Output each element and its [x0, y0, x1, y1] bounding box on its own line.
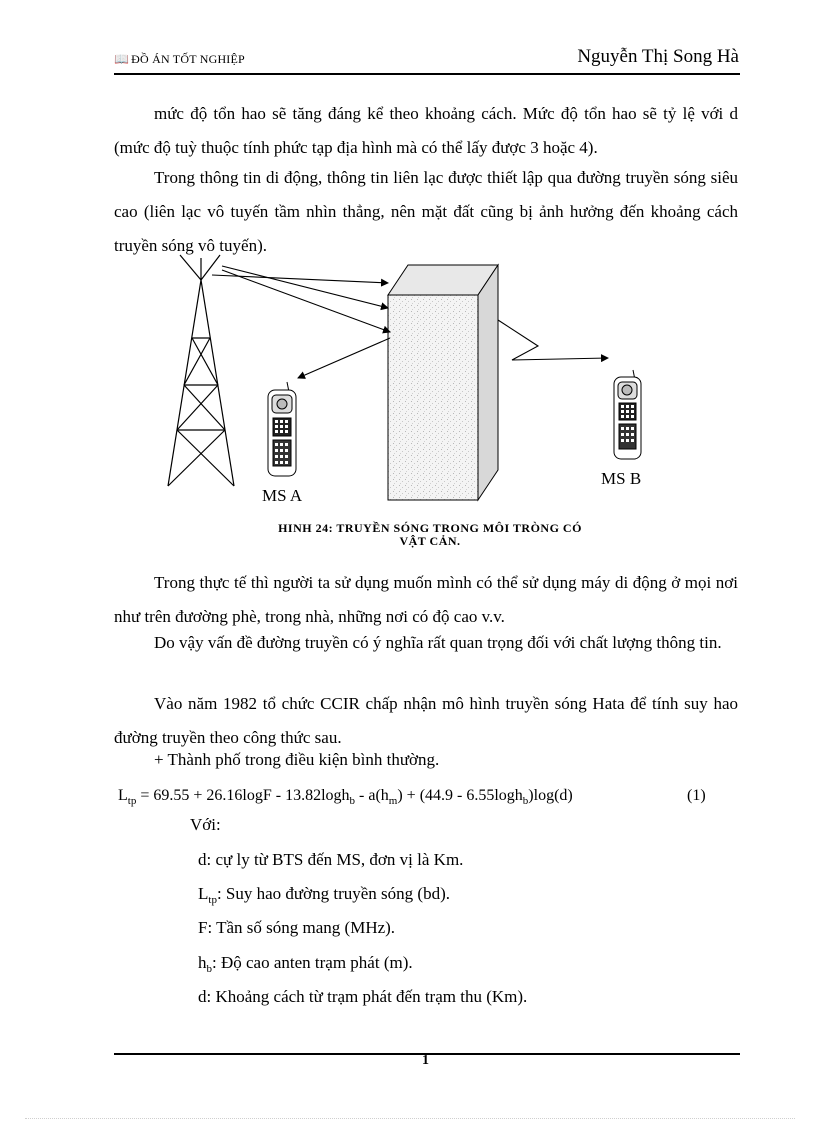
caption-line-1: HINH 24: TRUYỀN SÓNG TRONG MÔI TRÒNG CÓ [278, 521, 582, 535]
paragraph-4: Do vậy vấn đề đường truyền có ý nghĩa rất quan trọng đối với chất lượng thông tin. [154, 633, 722, 652]
paragraph-2: Trong thông tin di động, thông tin liên lạc được thiết lập qua đường truyền sóng siêu cao (liên lạc vô tuyến tầm nhìn thẳng, nên mặt đất cũng bị ảnh hưởng đến khoảng cách truyền sóng vô tuyến). [114, 168, 738, 255]
label-ms-a: MS A [262, 486, 303, 505]
formula-number: (1) [687, 787, 706, 804]
paragraph-3: Trong thực tế thì người ta sử dụng muốn mình có thể sử dụng máy di động ở mọi nơi như trên đươờng phè, trong nhà, những nơi có độ cao v.v. [114, 573, 738, 626]
label-ms-b: MS B [601, 469, 642, 488]
page-number: 1 [422, 1053, 429, 1068]
formula-intro: + Thành phố trong điều kiện bình thường. [154, 750, 440, 769]
definition-f: F: Tần số sóng mang (MHz). [198, 918, 396, 937]
figure-caption [200, 522, 660, 548]
header-left-text: ĐỒ ÁN TỐT NGHIỆP [131, 52, 245, 66]
hata-formula: $L_{tp} = 69.55 + 26.16\log F - 13.82\log h_b - a(h_m) + (44.9 - 6.55\log h_b)\log(d)$ [118, 787, 573, 807]
paragraph-1: mức độ tổn hao sẽ tăng đáng kể theo khoảng cách. Mức độ tổn hao sẽ tỷ lệ với d (mức độ tuỳ thuộc tính phức tạp địa hình mà có thể lấy được 3 hoặc 4). [114, 104, 738, 157]
header-rule [114, 73, 740, 75]
definition-d-distance: d: cự ly từ BTS đến MS, đơn vị là Km. [198, 850, 464, 869]
building-obstacle [388, 265, 498, 500]
phone-ms-a [268, 382, 296, 476]
definition-ltp: $L_{tp}$: Suy hao đường truyền sóng (bd). [198, 884, 450, 906]
paragraph-5: Vào năm 1982 tổ chức CCIR chấp nhận mô hình truyền sóng Hata để tính suy hao đường truyền theo công thức sau. [114, 694, 738, 747]
definition-with: Với: [190, 815, 221, 834]
book-icon: 📖 [114, 52, 130, 66]
definition-hb: $h_b$: Độ cao anten trạm phát (m). [198, 953, 413, 975]
bts-tower [168, 255, 234, 486]
definition-d-range: d: Khoảng cách từ trạm phát đến trạm thu (Km). [198, 987, 528, 1006]
phone-ms-b [614, 370, 641, 459]
propagation-figure [140, 250, 680, 515]
page-edge [25, 1118, 795, 1119]
header-author: Nguyễn Thị Song Hà [577, 46, 739, 67]
caption-line-2: VẬT CẢN. [399, 534, 461, 548]
header-title [114, 52, 245, 67]
